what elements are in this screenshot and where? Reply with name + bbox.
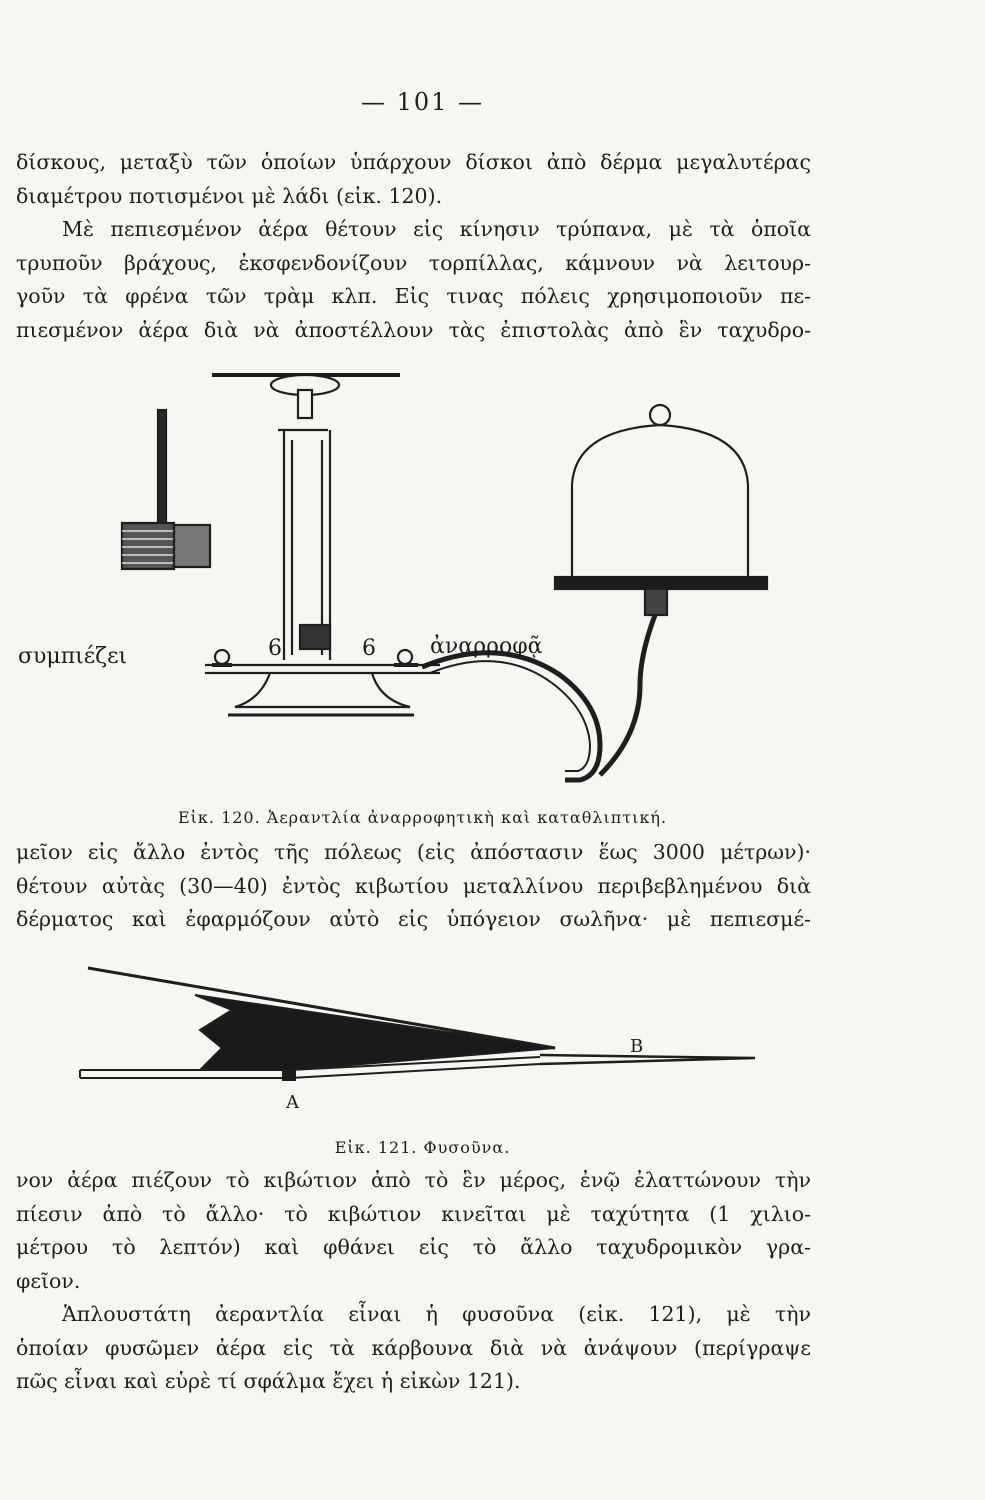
text-line: φεῖον. <box>16 1268 81 1293</box>
pump-handle-icon <box>212 375 400 418</box>
paragraph-1 <box>16 146 811 347</box>
text-line: νον ἀέρα πιέζουν τὸ κιβώτιον ἀπὸ τὸ ἓν μέρος, ἐνῷ ἐλαττώνουν τὴν <box>16 1168 811 1192</box>
weight-stack-icon <box>122 523 210 569</box>
bell-jar-icon <box>555 405 767 775</box>
text-line: γοῦν τὰ φρένα τῶν τρὰμ κλπ. Εἰς τινας πόλεις χρησιμοποιοῦν πε- <box>16 284 811 308</box>
pump-hose-icon <box>422 653 600 780</box>
page-number: — 101 — <box>360 88 485 116</box>
bellows-bottom-board <box>80 1070 290 1078</box>
bellows-nozzle-icon <box>540 1055 755 1064</box>
paragraph-2 <box>16 836 811 937</box>
text-line: πίεσιν ἀπὸ τὸ ἄλλο· τὸ κιβώτιον κινεῖται μὲ ταχύτητα (1 χιλιο- <box>16 1201 811 1226</box>
weight-rod <box>158 410 166 530</box>
pump-cylinder-icon <box>278 430 330 660</box>
text-line: πιεσμένον ἀέρα διὰ νὰ ἀποστέλλουν τὰς ἐπιστολὰς ἀπὸ ἓν ταχυδρο- <box>16 317 811 342</box>
pump-base-icon <box>205 650 440 715</box>
text-line: μέτρου τὸ λεπτόν) καὶ φθάνει εἰς τὸ ἄλλο ταχυδρομικὸν γρα- <box>16 1235 811 1259</box>
paragraph-3 <box>16 1164 811 1399</box>
text-line: ὁποίαν φυσῶμεν ἀέρα εἰς τὰ κάρβουνα διὰ νὰ ἀνάψουν (περίγραψε <box>16 1335 811 1360</box>
figure-121-bellows <box>0 960 845 1113</box>
text-line: δίσκους, μεταξὺ τῶν ὁποίων ὑπάρχουν δίσκοι ἀπὸ δέρμα μεγαλυτέρας <box>16 150 811 174</box>
figure-120-air-pump <box>0 355 845 805</box>
figure-121-caption: Εἰκ. 121. Φυσοῦνα. <box>334 1138 511 1157</box>
valve-label-1: 6 <box>268 636 282 661</box>
text-line: τρυποῦν βράχους, ἐκσφενδονίζουν τορπίλλας, κάμνουν νὰ λειτουρ- <box>16 250 811 275</box>
text-line: Μὲ πεπιεσμένον ἀέρα θέτουν εἰς κίνησιν τρύπανα, μὲ τὰ ὁποῖα <box>62 217 811 241</box>
valve-label-2: 6 <box>362 636 376 661</box>
text-line: πῶς εἶναι καὶ εὑρὲ τί σφάλμα ἔχει ἡ εἰκὼν 121). <box>16 1369 521 1393</box>
text-line: Ἁπλουστάτη ἀεραντλία εἶναι ἡ φυσοῦνα (εἰκ. 121), μὲ τὴν <box>62 1302 811 1326</box>
text-line: μεῖον εἰς ἄλλο ἐντὸς τῆς πόλεως (εἰς ἀπόστασιν ἕως 3000 μέτρων)· <box>16 840 811 864</box>
label-compresses: συμπιέζει <box>18 644 128 669</box>
text-line: θέτουν αὐτὰς (30—40) ἐντὸς κιβωτίου μεταλλίνου περιβεβλημένου διὰ <box>16 873 811 898</box>
figure-120-caption: Εἰκ. 120. Ἀεραντλία ἀναρροφητικὴ καὶ καταθλιπτική. <box>177 808 668 827</box>
label-sucks: ἀναρροφᾷ <box>430 634 543 659</box>
label-b: B <box>630 1036 644 1057</box>
label-a: A <box>286 1092 299 1113</box>
text-line: διαμέτρου ποτισμένοι μὲ λάδι (εἰκ. 120). <box>16 183 443 208</box>
text-line: δέρματος καὶ ἐφαρμόζουν αὐτὸ εἰς ὑπόγειον σωλῆνα· μὲ πεπιεσμέ- <box>16 907 811 931</box>
